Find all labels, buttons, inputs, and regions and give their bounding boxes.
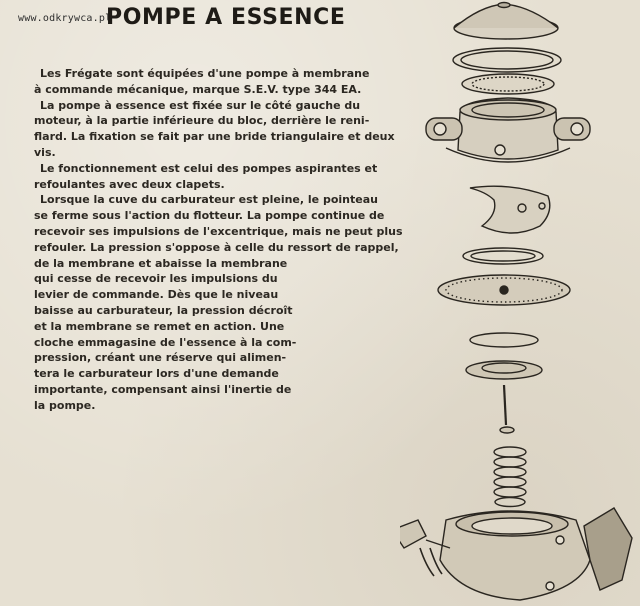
text-line: moteur, à la partie inférieure du bloc, derrière le reni- [34,114,370,128]
pump-lower-body [440,508,632,600]
text-line: vis. [34,145,56,159]
small-gasket [463,248,543,264]
paragraph-2 [34,98,403,161]
text-line: recevoir ses impulsions de l'excentrique, mais ne peut plus [34,224,403,238]
text-line: et la membrane se remet en action. Une [34,319,285,333]
fuel-pump-exploded-diagram [400,0,640,606]
text-line: qui cesse de recevoir les impulsions du [34,272,278,286]
text-line: baisse au carburateur, la pression décroît [34,303,293,317]
text-line: de la membrane et abaisse la membrane [34,256,288,270]
cover-gasket [453,48,561,72]
text-line: Le fonctionnement est celui des pompes aspirantes et [40,161,378,175]
text-line: à commande mécanique, marque S.E.V. type 344 EA. [34,82,362,96]
text-line: pression, créant une réserve qui alimen- [34,351,287,365]
text-line: Lorsque la cuve du carburateur est pleine, le pointeau [40,193,378,207]
text-line: se ferme sous l'action du flotteur. La pompe continue de [34,209,385,223]
pump-upper-body [426,98,590,162]
paragraph-1 [34,66,403,98]
text-line: La pompe à essence est fixée sur le côté gauche du [40,98,361,112]
paragraph-3 [34,161,403,193]
text-line: importante, compensant ainsi l'inertie de [34,382,292,396]
text-line: la pompe. [34,398,96,412]
diaphragm [438,275,570,305]
text-line: Les Frégate sont équipées d'une pompe à membrane [40,67,370,80]
pump-cover-dome [454,3,558,40]
text-line: levier de commande. Dès que le niveau [34,288,279,302]
diaphragm-plates [466,333,542,379]
page-title: POMPE A ESSENCE [106,5,346,30]
pull-rod [500,385,514,433]
text-line: tera le carburateur lors d'une demande [34,367,279,381]
return-spring [494,447,526,507]
filter-screen [462,74,554,94]
text-line: flard. La fixation se fait par une bride triangulaire et deux [34,130,395,144]
paragraph-4 [34,192,403,413]
text-line: refouler. La pression s'oppose à celle du ressort de rappel, [34,240,399,254]
watermark: www.odkrywca.pl [18,13,112,24]
text-line: cloche emmagasine de l'essence à la com- [34,335,297,349]
exploded-view-illustration [400,0,640,606]
crescent-valve-plate [470,186,550,233]
article-body [34,66,403,414]
text-line: refoulantes avec deux clapets. [34,177,225,191]
